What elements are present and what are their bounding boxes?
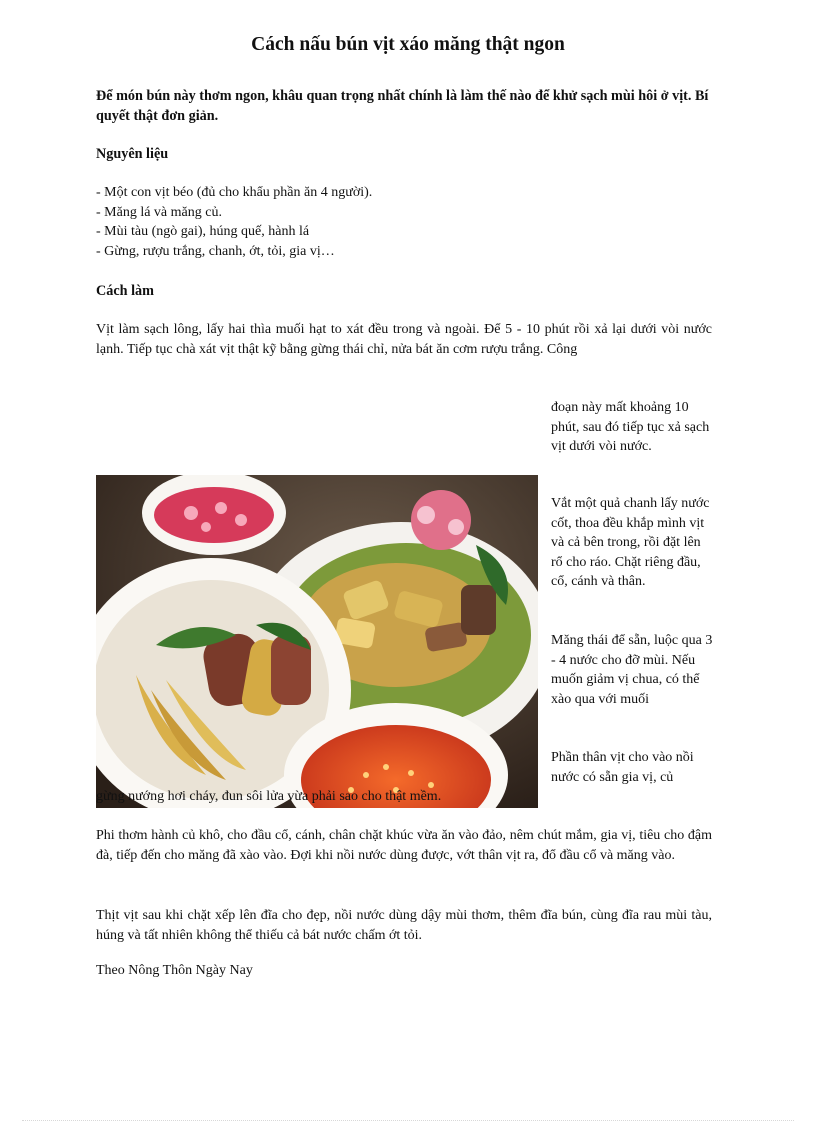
ingredient-item: - Mùi tàu (ngò gai), húng quế, hành lá bbox=[96, 224, 310, 239]
ingredient-item: - Gừng, rượu trắng, chanh, ớt, tỏi, gia vị… bbox=[96, 243, 335, 259]
side-paragraph-4: Phần thân vịt cho vào nồi nước có sẵn gia vị, củ bbox=[551, 750, 694, 785]
article-source: Theo Nông Thôn Ngày Nay bbox=[96, 963, 253, 978]
ingredient-item: - Một con vịt béo (đủ cho khẩu phần ăn 4 người). bbox=[96, 185, 373, 200]
article-intro: Để món bún này thơm ngon, khâu quan trọng nhất chính là làm thế nào để khử sạch mùi hôi ở vịt. Bí quyết thật đơn giản. bbox=[96, 88, 709, 124]
ingredients-heading: Nguyên liệu bbox=[96, 146, 169, 162]
duck-vermicelli-photo bbox=[96, 475, 538, 808]
ingredient-item: - Măng lá và măng củ. bbox=[96, 204, 222, 220]
page-footer-rule bbox=[22, 1120, 794, 1121]
method-paragraph-1: Vịt làm sạch lông, lấy hai thìa muối hạt to xát đều trong và ngoài. Để 5 - 10 phút rồi xả lại dưới vòi nước lạnh. Tiếp tục chà xát vịt thật kỹ bằng gừng thái chỉ, nửa bát ăn cơm rượu trắng. Công bbox=[96, 322, 712, 357]
article-title: Cách nấu bún vịt xáo măng thật ngon bbox=[251, 34, 565, 55]
side-paragraph-3: Măng thái để sẵn, luộc qua 3 - 4 nước cho đỡ mùi. Nếu muốn giảm vị chua, có thể xào qua với muối bbox=[551, 633, 713, 707]
method-paragraph-2: Phi thơm hành củ khô, cho đầu cổ, cánh, chân chặt khúc vừa ăn vào đảo, nêm chút mắm, gia vị, tiêu cho đậm đà, tiếp đến cho măng đã xào vào. Đợi khi nồi nước dùng được, vớt thân vịt ra, đổ đầu cổ và măng vào. bbox=[96, 828, 712, 863]
ingredients-list bbox=[96, 183, 716, 261]
method-paragraph-3: Thịt vịt sau khi chặt xếp lên đĩa cho đẹp, nồi nước dùng dậy mùi thơm, thêm đĩa bún, cùng đĩa rau mùi tàu, húng và tất nhiên không thể thiếu cả bát nước chấm ớt tỏi. bbox=[96, 908, 712, 943]
side-paragraph-1: đoạn này mất khoảng 10 phút, sau đó tiếp tục xả sạch vịt dưới vòi nước. bbox=[551, 400, 710, 454]
side-paragraph-2: Vắt một quả chanh lấy nước cốt, thoa đều khắp mình vịt và cả bên trong, rồi đặt lên rổ cho ráo. Chặt riêng đầu, cổ, cánh và thân. bbox=[551, 496, 710, 589]
overlap-text-line: gừng nướng hơi cháy, đun sôi lửa vừa phải sao cho thật mềm. bbox=[96, 789, 442, 804]
method-heading: Cách làm bbox=[96, 283, 154, 299]
